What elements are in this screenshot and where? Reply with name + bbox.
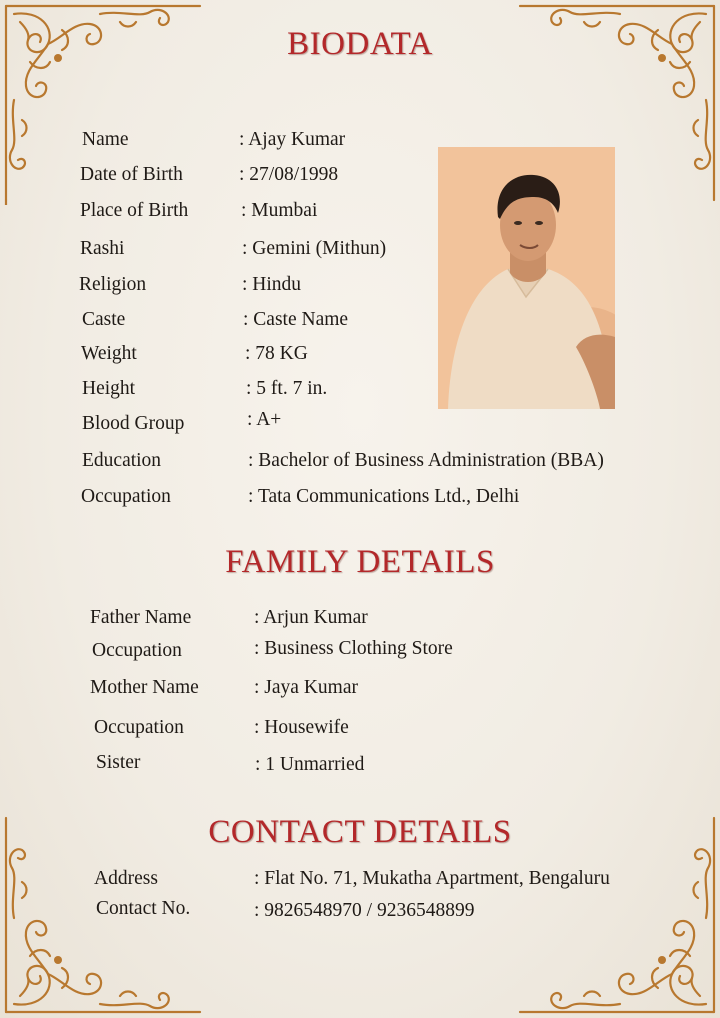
field-label: Education xyxy=(82,450,162,471)
field-value: : Ajay Kumar xyxy=(239,129,346,150)
field-value: : Business Clothing Store xyxy=(254,638,453,659)
field-value: : Bachelor of Business Administration (BBA) xyxy=(248,450,604,471)
field-label: Caste xyxy=(82,309,126,330)
field-value: : 27/08/1998 xyxy=(239,164,339,185)
field-label: Occupation xyxy=(92,640,182,661)
field-value: : Tata Communications Ltd., Delhi xyxy=(248,486,520,507)
field-label: Sister xyxy=(96,752,141,773)
field-label: Religion xyxy=(79,274,147,295)
field-label: Mother Name xyxy=(90,677,199,698)
field-label: Height xyxy=(82,378,136,399)
contact-details-title: CONTACT DETAILS xyxy=(208,814,512,850)
field-label: Name xyxy=(82,129,129,150)
biodata-title: BIODATA xyxy=(287,26,433,62)
field-label: Blood Group xyxy=(82,413,185,434)
field-value: : Jaya Kumar xyxy=(254,677,358,698)
family-details-title: FAMILY DETAILS xyxy=(225,544,495,580)
field-value: : Hindu xyxy=(242,274,302,295)
field-label: Place of Birth xyxy=(80,200,189,221)
field-label: Weight xyxy=(81,343,137,364)
field-value: : 78 KG xyxy=(245,343,308,364)
field-value: : A+ xyxy=(247,409,282,430)
field-label: Address xyxy=(94,868,158,889)
field-label: Date of Birth xyxy=(80,164,183,185)
profile-photo xyxy=(438,147,615,409)
field-label: Father Name xyxy=(90,607,192,628)
field-label: Occupation xyxy=(81,486,171,507)
field-value: : 1 Unmarried xyxy=(255,754,365,775)
field-value: : Flat No. 71, Mukatha Apartment, Bengaluru xyxy=(254,868,610,889)
field-label: Occupation xyxy=(94,717,184,738)
field-value: : 5 ft. 7 in. xyxy=(246,378,328,399)
field-value: : 9826548970 / 9236548899 xyxy=(254,900,475,921)
field-value: : Caste Name xyxy=(243,309,349,330)
field-label: Rashi xyxy=(80,238,125,259)
field-label: Contact No. xyxy=(96,898,191,919)
field-value: : Housewife xyxy=(254,717,349,738)
field-value: : Gemini (Mithun) xyxy=(242,238,387,259)
field-value: : Arjun Kumar xyxy=(254,607,368,628)
field-value: : Mumbai xyxy=(241,200,318,221)
